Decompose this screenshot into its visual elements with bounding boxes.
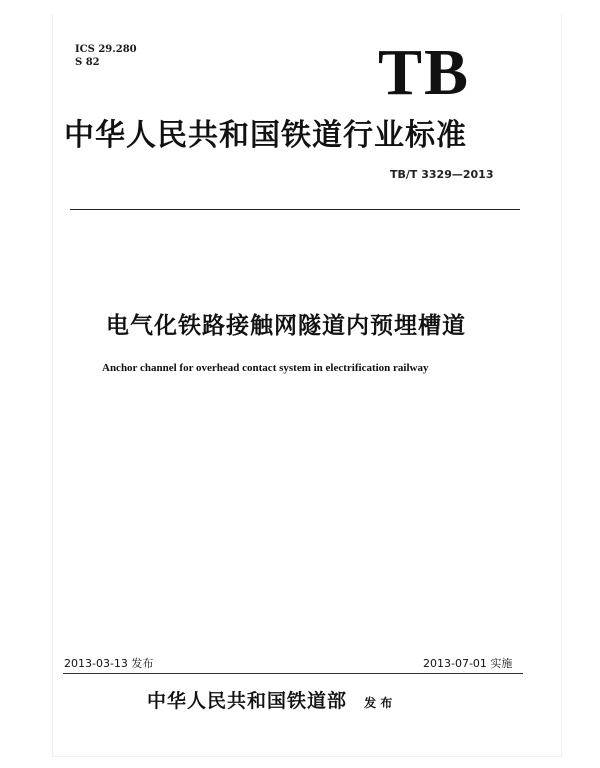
issuer-action: 发 布 xyxy=(364,696,393,710)
document-title-chinese: 电气化铁路接触网隧道内预埋槽道 xyxy=(106,313,466,339)
effective-date: 2013-07-01 实施 xyxy=(423,657,513,670)
tb-logo: TB xyxy=(378,36,471,109)
issuer-line xyxy=(147,688,392,716)
issuer-name: 中华人民共和国铁道部 xyxy=(147,690,348,712)
ccs-code: S 82 xyxy=(75,57,100,68)
header-divider xyxy=(70,209,520,210)
ics-code: ICS 29.280 xyxy=(75,44,137,55)
standard-category-title: 中华人民共和国铁道行业标准 xyxy=(64,118,467,153)
issue-date: 2013-03-13 发布 xyxy=(64,657,154,670)
footer-divider xyxy=(63,673,523,674)
document-title-english: Anchor channel for overhead contact system in electrification railway xyxy=(102,362,429,374)
standard-number: TB/T 3329—2013 xyxy=(390,168,494,181)
